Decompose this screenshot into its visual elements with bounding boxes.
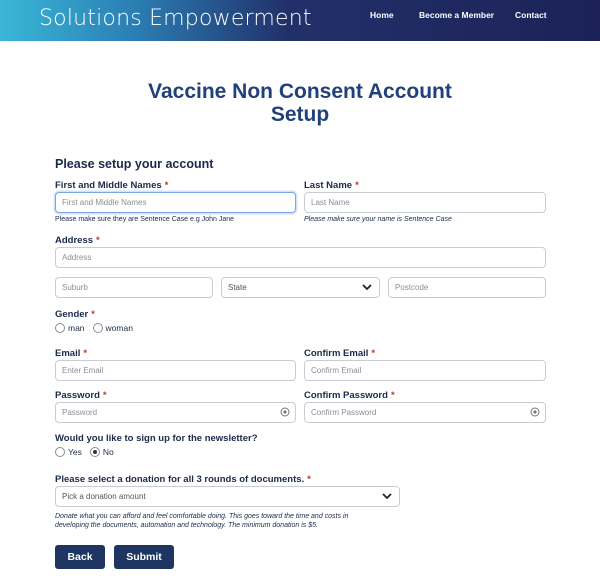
gender-options: [55, 323, 141, 333]
brand-logo-text[interactable]: Solutions Empowerment: [39, 6, 312, 31]
confirm-email-label: Confirm Email *: [304, 348, 376, 359]
confirm-password-field: [304, 402, 546, 423]
address-label: Address *: [55, 235, 100, 246]
required-mark: *: [390, 390, 395, 401]
required-mark: *: [102, 390, 107, 401]
required-mark: *: [96, 235, 100, 246]
password-reveal-icon[interactable]: [280, 407, 290, 417]
gender-option-woman[interactable]: woman: [93, 323, 133, 333]
state-select[interactable]: [221, 277, 380, 298]
radio-button[interactable]: [55, 447, 65, 457]
back-button[interactable]: Back: [55, 545, 105, 569]
nav-home[interactable]: Home: [370, 10, 394, 20]
email-input[interactable]: [55, 360, 296, 381]
newsletter-options: [55, 447, 122, 457]
email-label: Email *: [55, 348, 88, 359]
section-title: Please setup your account: [55, 157, 214, 171]
gender-option-man[interactable]: man: [55, 323, 85, 333]
required-mark: *: [307, 474, 311, 485]
first-name-label: First and Middle Names *: [55, 180, 169, 191]
last-name-help: Please make sure your name is Sentence Case: [304, 216, 452, 223]
required-mark: *: [91, 309, 95, 320]
newsletter-label: Would you like to sign up for the newsletter?: [55, 433, 258, 444]
newsletter-option-yes[interactable]: Yes: [55, 447, 82, 457]
address-input[interactable]: [55, 247, 546, 268]
page-title-line1: Vaccine Non Consent Account: [148, 80, 452, 103]
chevron-down-icon: [381, 490, 393, 502]
confirm-password-input[interactable]: [304, 402, 546, 423]
gender-label: Gender *: [55, 309, 95, 320]
password-label: Password *: [55, 390, 107, 401]
password-field: [55, 402, 296, 423]
page-title-line2: Setup: [270, 103, 330, 126]
radio-button[interactable]: [55, 323, 65, 333]
donation-note: Donate what you can afford and feel comfortable doing. This goes toward the time and costs in developing the documents, automation and technology. The minimum donation is $5.: [55, 513, 349, 529]
nav-contact[interactable]: Contact: [515, 10, 547, 20]
site-header: [0, 0, 600, 41]
page-title: [0, 80, 600, 126]
chevron-down-icon: [361, 281, 373, 293]
state-select-value: State: [228, 283, 247, 292]
radio-button[interactable]: [93, 323, 103, 333]
required-mark: *: [83, 348, 88, 359]
required-mark: *: [371, 348, 376, 359]
first-name-input[interactable]: [55, 192, 296, 213]
donation-select[interactable]: [55, 486, 400, 507]
confirm-email-input[interactable]: [304, 360, 546, 381]
newsletter-option-no[interactable]: No: [90, 447, 114, 457]
required-mark: *: [164, 180, 169, 191]
password-reveal-icon[interactable]: [530, 407, 540, 417]
last-name-label: Last Name *: [304, 180, 359, 191]
first-name-help: Please make sure they are Sentence Case e.g John Jane: [55, 216, 234, 223]
last-name-input[interactable]: [304, 192, 546, 213]
password-input[interactable]: [55, 402, 296, 423]
submit-button[interactable]: Submit: [114, 545, 174, 569]
postcode-input[interactable]: [388, 277, 546, 298]
radio-button-checked[interactable]: [90, 447, 100, 457]
confirm-password-label: Confirm Password *: [304, 390, 395, 401]
nav-become-member[interactable]: Become a Member: [419, 10, 495, 20]
donation-label: Please select a donation for all 3 rounds of documents. *: [55, 474, 311, 485]
suburb-input[interactable]: [55, 277, 213, 298]
required-mark: *: [355, 180, 359, 191]
donation-select-value: Pick a donation amount: [62, 492, 146, 501]
